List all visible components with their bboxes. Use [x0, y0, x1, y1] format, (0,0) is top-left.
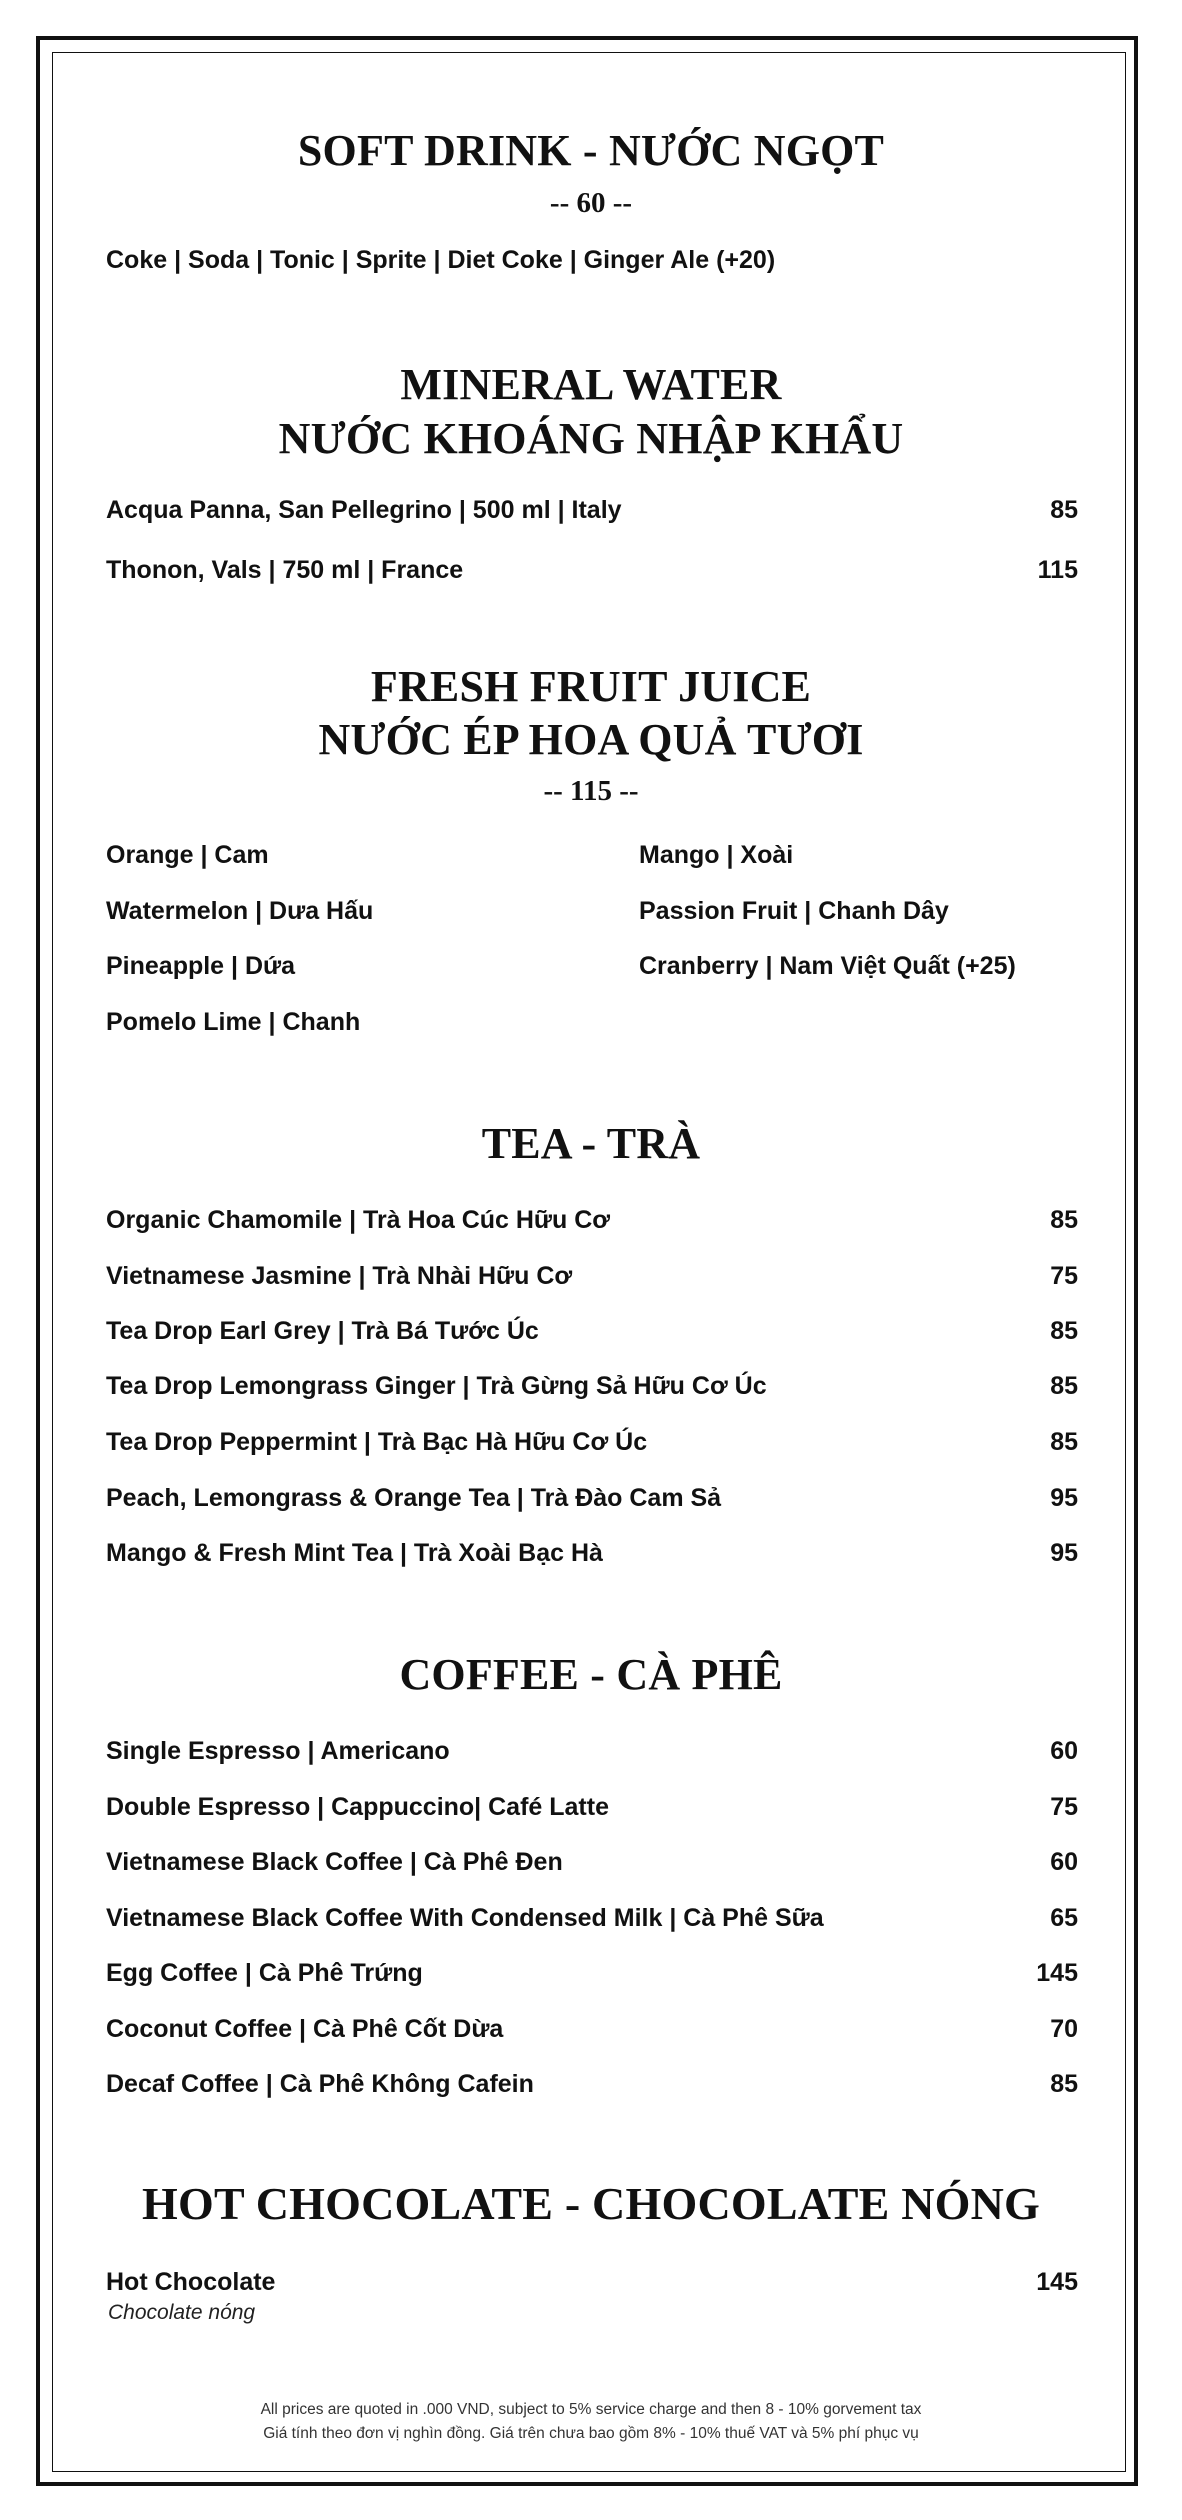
- item-name: Hot Chocolate: [106, 2268, 276, 2296]
- item-price: 85: [1050, 1317, 1078, 1345]
- menu-item: [106, 2070, 1078, 2099]
- item-price: 60: [1050, 1848, 1078, 1876]
- item-price: 145: [1036, 1959, 1078, 1987]
- item-price: 85: [1050, 2070, 1078, 2098]
- soft-drink-items: Coke | Soda | Tonic | Sprite | Diet Coke | Ginger Ale (+20): [106, 246, 776, 274]
- item-name: Vietnamese Black Coffee | Cà Phê Đen: [106, 1848, 563, 1876]
- menu-item: [106, 1959, 1078, 1988]
- fruit-juice-price: -- 115 --: [543, 775, 639, 807]
- menu-item: [106, 1737, 1078, 1766]
- item-name: Organic Chamomile | Trà Hoa Cúc Hữu Cơ: [106, 1206, 611, 1234]
- item-name: Acqua Panna, San Pellegrino | 500 ml | Italy: [106, 496, 622, 524]
- menu-item: [106, 1262, 1078, 1291]
- item-price: 75: [1050, 1262, 1078, 1290]
- item-price: 60: [1050, 1737, 1078, 1765]
- item-subtitle: Chocolate nóng: [108, 2301, 256, 2324]
- fruit-juice-title-en: FRESH FRUIT JUICE: [370, 662, 812, 711]
- footer-note-vi: Giá tính theo đơn vị nghìn đồng. Giá trên chưa bao gồm 8% - 10% thuế VAT và 5% phí phục vụ: [263, 2425, 919, 2442]
- item-price: 70: [1050, 2015, 1078, 2043]
- item-price: 95: [1050, 1484, 1078, 1512]
- item-name: Peach, Lemongrass & Orange Tea | Trà Đào Cam Sả: [106, 1484, 722, 1512]
- item-price: 145: [1036, 2268, 1078, 2296]
- menu-item: [106, 1793, 1078, 1822]
- item-name: Thonon, Vals | 750 ml | France: [106, 556, 464, 584]
- juice-item: Mango | Xoài: [639, 841, 794, 869]
- menu-item: [106, 1428, 1078, 1457]
- menu-item: [106, 2268, 1078, 2297]
- item-price: 75: [1050, 1793, 1078, 1821]
- item-name: Coconut Coffee | Cà Phê Cốt Dừa: [106, 2015, 504, 2043]
- menu-item: [106, 2015, 1078, 2044]
- item-price: 95: [1050, 1539, 1078, 1567]
- juice-item: Orange | Cam: [106, 841, 269, 869]
- item-name: Mango & Fresh Mint Tea | Trà Xoài Bạc Hà: [106, 1539, 603, 1567]
- juice-item: Watermelon | Dưa Hấu: [106, 897, 374, 925]
- footer-note-en: All prices are quoted in .000 VND, subject to 5% service charge and then 8 - 10% gorvement tax: [260, 2401, 922, 2418]
- menu-item: [106, 1539, 1078, 1568]
- menu-item: [106, 1317, 1078, 1346]
- menu-item: [106, 1206, 1078, 1235]
- item-price: 115: [1037, 556, 1078, 584]
- item-price: 85: [1050, 1428, 1078, 1456]
- hot-chocolate-title: HOT CHOCOLATE - CHOCOLATE NÓNG: [142, 2178, 1040, 2229]
- fruit-juice-title-vi: NƯỚC ÉP HOA QUẢ TƯƠI: [318, 715, 864, 764]
- item-name: Decaf Coffee | Cà Phê Không Cafein: [106, 2070, 534, 2098]
- item-price: 85: [1050, 1372, 1078, 1400]
- item-name: Tea Drop Earl Grey | Trà Bá Tước Úc: [106, 1317, 539, 1345]
- coffee-title: COFFEE - CÀ PHÊ: [399, 1650, 783, 1699]
- menu-item: [106, 1372, 1078, 1401]
- juice-item: Pomelo Lime | Chanh: [106, 1008, 361, 1036]
- menu-item: [106, 1904, 1078, 1933]
- item-name: Tea Drop Peppermint | Trà Bạc Hà Hữu Cơ Úc: [106, 1428, 648, 1456]
- tea-title: TEA - TRÀ: [481, 1119, 701, 1168]
- item-name: Single Espresso | Americano: [106, 1737, 450, 1765]
- mineral-water-title-en: MINERAL WATER: [400, 360, 782, 409]
- item-name: Double Espresso | Cappuccino| Café Latte: [106, 1793, 609, 1821]
- juice-item: Pineapple | Dứa: [106, 952, 296, 980]
- item-name: Vietnamese Black Coffee With Condensed Milk | Cà Phê Sữa: [106, 1904, 824, 1932]
- menu-item: [106, 1484, 1078, 1513]
- item-price: 65: [1050, 1904, 1078, 1932]
- item-price: 85: [1050, 1206, 1078, 1234]
- menu-item: [106, 496, 1078, 525]
- menu-item: [106, 1848, 1078, 1877]
- menu-item: [106, 556, 1078, 585]
- mineral-water-title-vi: NƯỚC KHOÁNG NHẬP KHẨU: [278, 414, 904, 463]
- juice-item: Cranberry | Nam Việt Quất (+25): [639, 952, 1016, 980]
- item-name: Egg Coffee | Cà Phê Trứng: [106, 1959, 423, 1987]
- item-name: Vietnamese Jasmine | Trà Nhài Hữu Cơ: [106, 1262, 573, 1290]
- soft-drink-price: -- 60 --: [549, 187, 633, 219]
- juice-item: Passion Fruit | Chanh Dây: [639, 897, 949, 925]
- item-price: 85: [1050, 496, 1078, 524]
- soft-drink-title: SOFT DRINK - NƯỚC NGỌT: [297, 126, 885, 175]
- item-name: Tea Drop Lemongrass Ginger | Trà Gừng Sả Hữu Cơ Úc: [106, 1372, 767, 1400]
